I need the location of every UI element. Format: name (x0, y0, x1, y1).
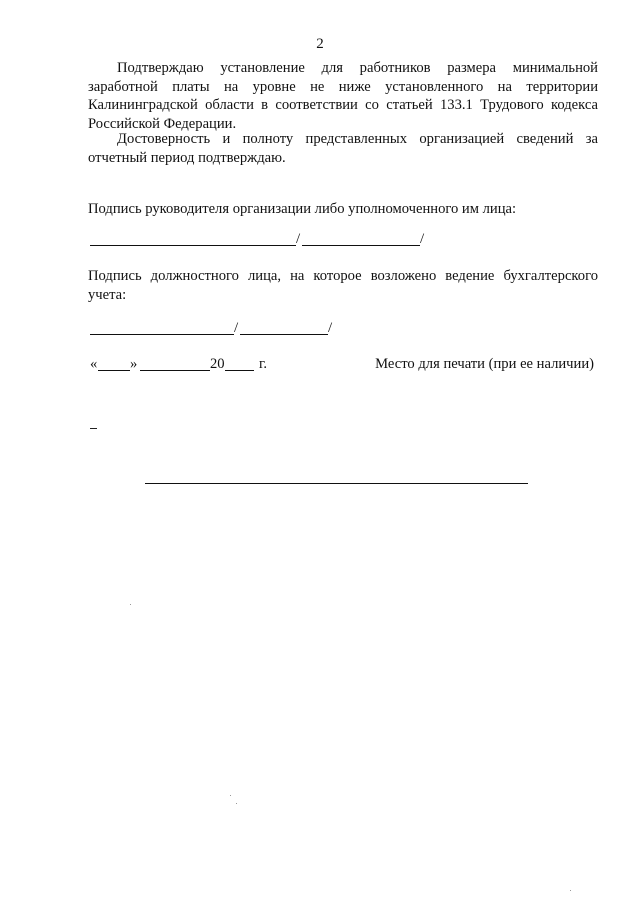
scan-speck (570, 890, 571, 891)
stray-dash-mark (90, 428, 97, 429)
paragraph-min-wage-confirmation: Подтверждаю установление для работников размера минимальной заработной платы на уровне не ниже установленного на территории Калининградской области в соответствии со статьей 133.1 Трудового кодекса Российской Федерации. (88, 60, 598, 132)
horizontal-rule (145, 483, 528, 484)
page-number: 2 (316, 36, 324, 52)
head-name-blank[interactable] (302, 245, 420, 246)
scan-speck (236, 803, 237, 804)
signature-slash: / (328, 320, 333, 336)
accountant-signature-blank[interactable] (90, 334, 234, 335)
accountant-signature-label: Подпись должностного лица, на которое возложено ведение бухгалтерского учета: (88, 268, 598, 303)
signature-slash: / (296, 231, 301, 247)
date-day-blank[interactable] (98, 370, 130, 371)
date-year-suffix: г. (259, 356, 267, 372)
accountant-name-blank[interactable] (240, 334, 328, 335)
date-close-quote: » (130, 356, 138, 372)
accountant-signature-line[interactable] (88, 319, 348, 339)
scan-speck (230, 795, 231, 796)
signature-slash: / (234, 320, 239, 336)
date-month-blank[interactable] (140, 370, 210, 371)
date-year-blank[interactable] (225, 370, 254, 371)
head-signature-label: Подпись руководителя организации либо уполномоченного им лица: (88, 201, 517, 217)
stamp-place-label: Место для печати (при ее наличии) (375, 356, 594, 372)
paragraph-accuracy-confirmation: Достоверность и полноту представленных организацией сведений за отчетный период подтверждаю. (88, 131, 598, 166)
scan-speck (130, 604, 131, 605)
date-year-prefix: 20 (210, 356, 225, 372)
head-signature-line[interactable] (88, 230, 438, 250)
head-signature-blank[interactable] (90, 245, 296, 246)
signature-slash: / (420, 231, 425, 247)
date-open-quote: « (90, 356, 98, 372)
